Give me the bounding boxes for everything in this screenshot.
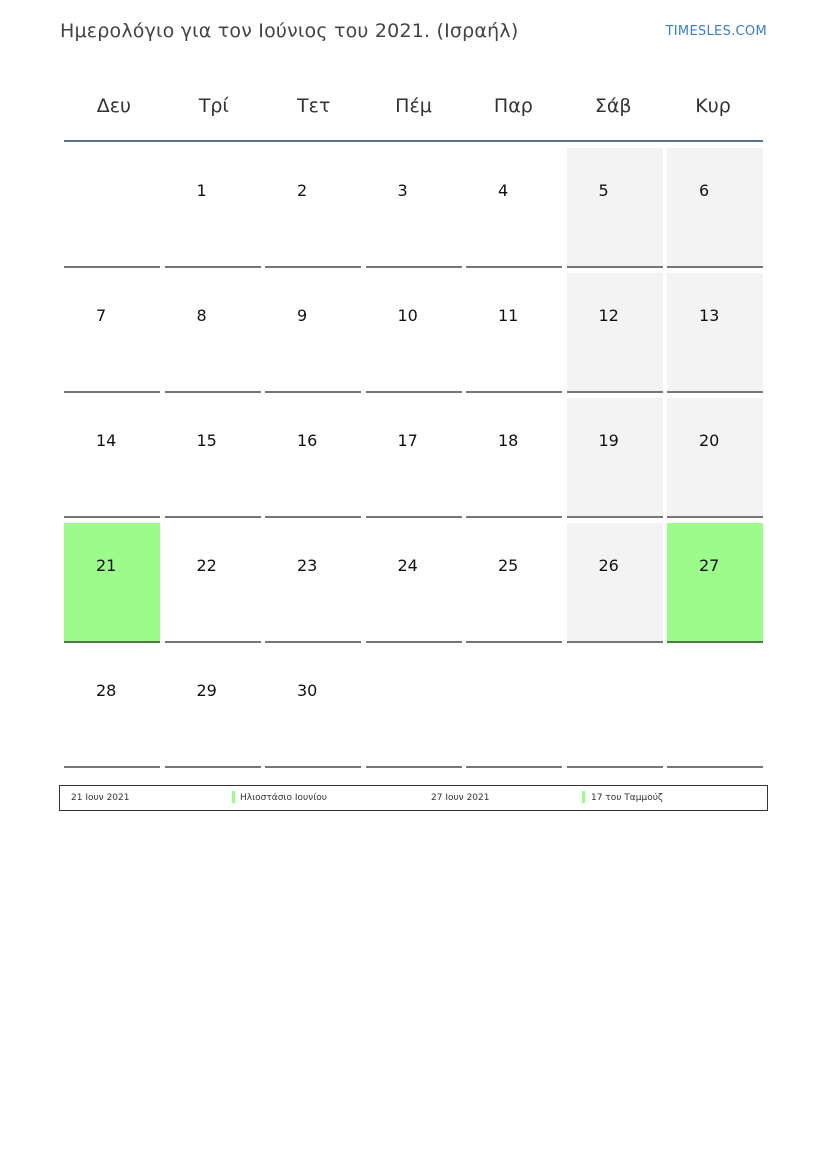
day-cell[interactable] bbox=[64, 648, 160, 768]
day-number: 14 bbox=[96, 431, 117, 450]
day-cell[interactable] bbox=[64, 398, 160, 518]
day-cell[interactable] bbox=[667, 523, 763, 643]
day-number: 1 bbox=[196, 181, 207, 200]
weekday-sat: Σάβ bbox=[594, 95, 632, 117]
weekday-fri: Παρ bbox=[493, 95, 533, 117]
empty-day-cell bbox=[567, 648, 663, 768]
empty-day-cell bbox=[667, 648, 763, 768]
day-number: 27 bbox=[699, 556, 720, 575]
day-cell[interactable] bbox=[64, 273, 160, 393]
day-number: 26 bbox=[598, 556, 619, 575]
day-number: 2 bbox=[297, 181, 308, 200]
legend-holiday-name: Ηλιοστάσιο Ιουνίου bbox=[240, 793, 327, 803]
day-number: 21 bbox=[96, 556, 117, 575]
page-title: Ημερολόγιο για τον Ιούνιος του 2021. (Ισραήλ) bbox=[60, 20, 519, 42]
day-number: 16 bbox=[297, 431, 318, 450]
day-number: 28 bbox=[96, 681, 117, 700]
day-cell[interactable] bbox=[667, 398, 763, 518]
day-cell[interactable] bbox=[567, 273, 663, 393]
weekday-thu: Πέμ bbox=[395, 95, 432, 117]
day-number: 24 bbox=[397, 556, 418, 575]
holiday-legend bbox=[59, 785, 768, 811]
day-cell[interactable] bbox=[466, 273, 562, 393]
day-cell[interactable] bbox=[265, 148, 361, 268]
day-number: 25 bbox=[498, 556, 519, 575]
day-cell[interactable] bbox=[165, 648, 261, 768]
empty-day-cell bbox=[366, 648, 462, 768]
legend-color-marker bbox=[582, 791, 585, 803]
day-cell[interactable] bbox=[667, 148, 763, 268]
day-cell[interactable] bbox=[366, 148, 462, 268]
weekday-wed: Τετ bbox=[296, 95, 331, 117]
day-cell[interactable] bbox=[165, 273, 261, 393]
calendar bbox=[64, 72, 763, 773]
day-cell[interactable] bbox=[64, 523, 160, 643]
weekday-header bbox=[64, 72, 763, 142]
legend-color-marker bbox=[232, 791, 235, 803]
day-number: 15 bbox=[196, 431, 217, 450]
day-number: 8 bbox=[196, 306, 207, 325]
day-cell[interactable] bbox=[265, 398, 361, 518]
empty-day-cell bbox=[64, 148, 160, 268]
day-cell[interactable] bbox=[265, 648, 361, 768]
day-cell[interactable] bbox=[567, 398, 663, 518]
day-number: 12 bbox=[598, 306, 619, 325]
legend-holiday-name: 17 του Ταμμούζ bbox=[591, 793, 663, 803]
weekday-tue: Τρί bbox=[198, 95, 229, 117]
day-cell[interactable] bbox=[567, 148, 663, 268]
day-grid bbox=[64, 148, 763, 773]
day-number: 9 bbox=[297, 306, 308, 325]
day-number: 22 bbox=[196, 556, 217, 575]
day-cell[interactable] bbox=[165, 398, 261, 518]
day-cell[interactable] bbox=[567, 523, 663, 643]
day-cell[interactable] bbox=[366, 398, 462, 518]
day-number: 10 bbox=[397, 306, 418, 325]
legend-date: 21 Ιουν 2021 bbox=[71, 793, 130, 803]
day-number: 30 bbox=[297, 681, 318, 700]
day-number: 20 bbox=[699, 431, 720, 450]
day-cell[interactable] bbox=[265, 523, 361, 643]
day-number: 6 bbox=[699, 181, 710, 200]
empty-day-cell bbox=[466, 648, 562, 768]
day-cell[interactable] bbox=[165, 523, 261, 643]
brand-link[interactable]: TIMESLES.COM bbox=[665, 24, 767, 39]
day-cell[interactable] bbox=[165, 148, 261, 268]
day-cell[interactable] bbox=[265, 273, 361, 393]
day-number: 18 bbox=[498, 431, 519, 450]
day-number: 23 bbox=[297, 556, 318, 575]
day-number: 3 bbox=[397, 181, 408, 200]
day-number: 7 bbox=[96, 306, 107, 325]
day-cell[interactable] bbox=[667, 273, 763, 393]
day-number: 29 bbox=[196, 681, 217, 700]
day-number: 4 bbox=[498, 181, 509, 200]
day-number: 11 bbox=[498, 306, 519, 325]
weekday-mon: Δευ bbox=[96, 95, 132, 117]
day-number: 17 bbox=[397, 431, 418, 450]
weekday-sun: Κυρ bbox=[695, 95, 731, 117]
day-cell[interactable] bbox=[366, 273, 462, 393]
day-cell[interactable] bbox=[466, 398, 562, 518]
day-number: 5 bbox=[598, 181, 609, 200]
day-number: 19 bbox=[598, 431, 619, 450]
day-cell[interactable] bbox=[466, 148, 562, 268]
day-cell[interactable] bbox=[366, 523, 462, 643]
day-cell[interactable] bbox=[466, 523, 562, 643]
day-number: 13 bbox=[699, 306, 720, 325]
legend-date: 27 Ιουν 2021 bbox=[431, 793, 490, 803]
